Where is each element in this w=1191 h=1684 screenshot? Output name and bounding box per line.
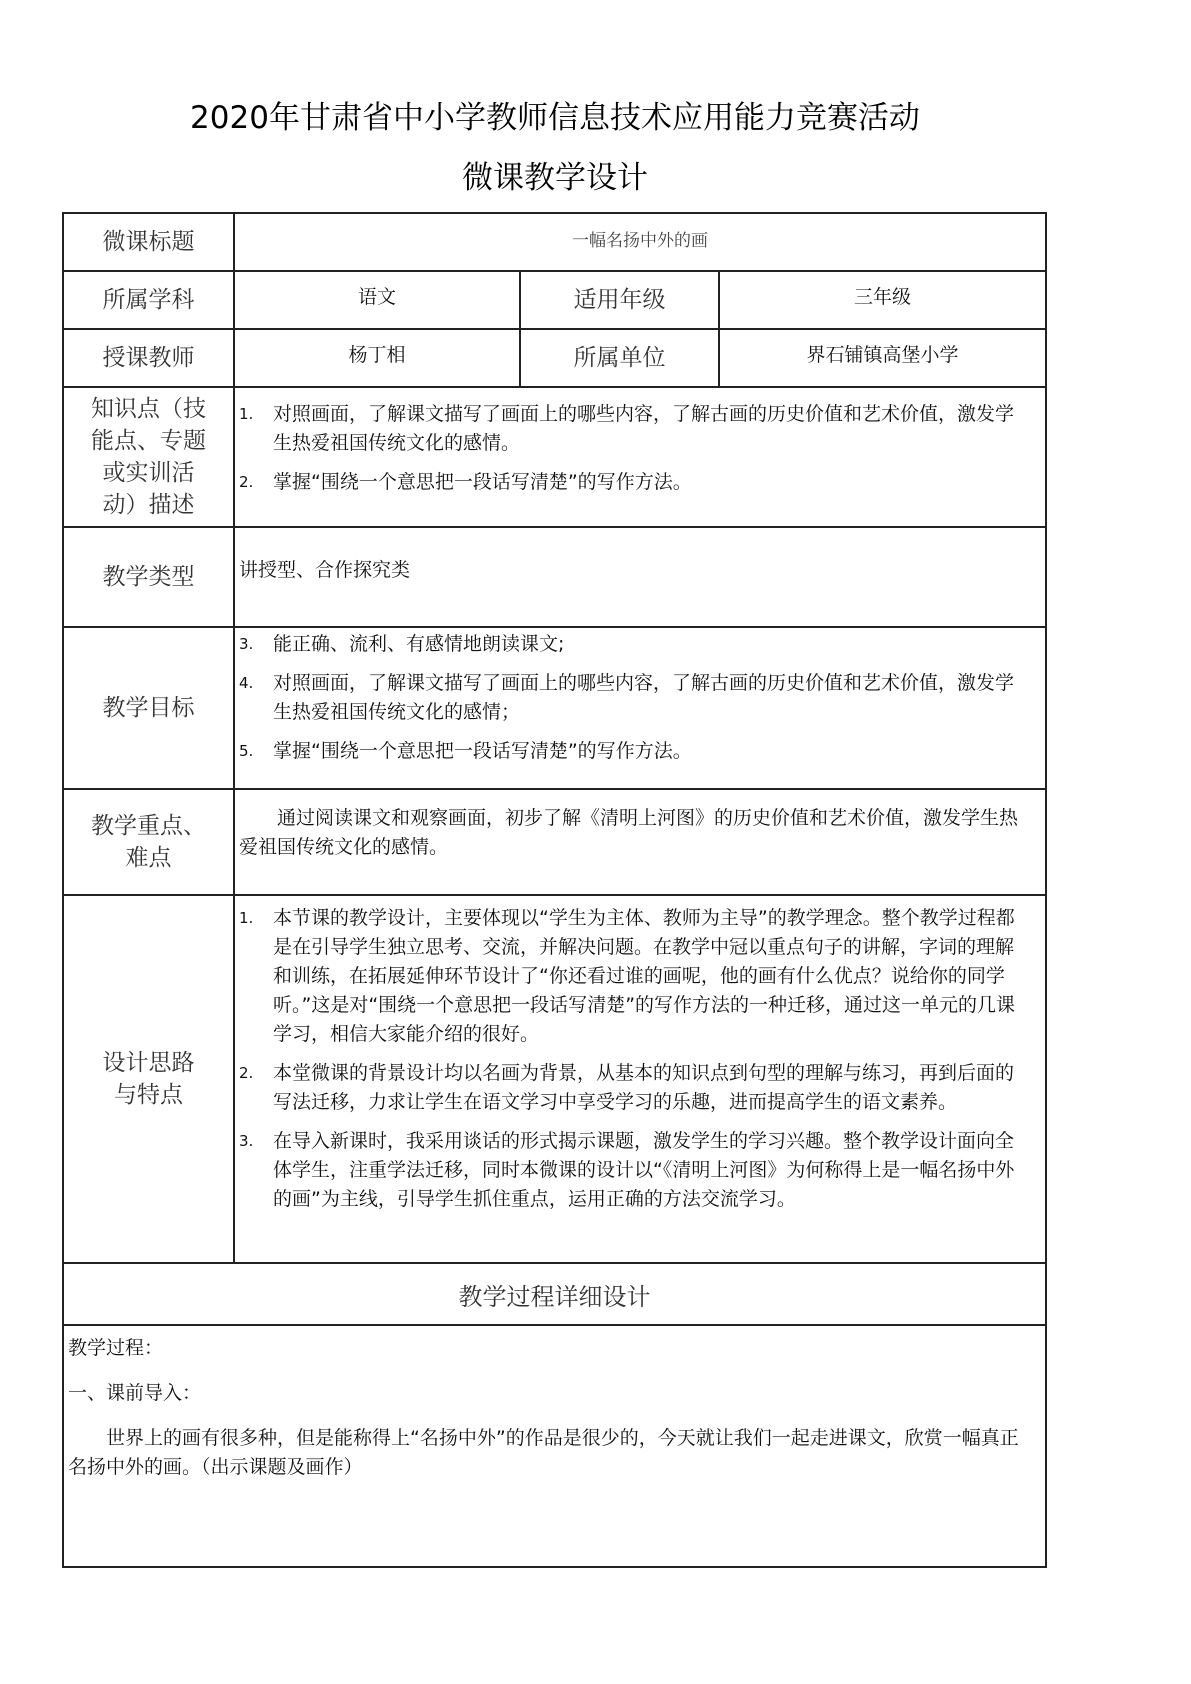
label-subject: 所属学科 [63, 271, 234, 329]
label-objectives: 教学目标 [63, 627, 234, 789]
item-number: 3. [239, 635, 254, 653]
item-number: 5. [239, 742, 254, 760]
item-number: 1. [239, 909, 254, 927]
item-text: 掌握“围绕一个意思把一段话写清楚”的写作方法。 [273, 740, 692, 762]
row-knowledge [63, 387, 1046, 527]
label-key-points [63, 789, 234, 895]
value-objectives [234, 627, 1046, 789]
list-item [239, 1127, 1031, 1214]
key-points-text: 通过阅读课文和观察画面，初步了解《清明上河图》的历史价值和艺术价值，激发学生热爱祖国传统文化的感情。 [239, 807, 1019, 858]
list-item [239, 630, 1031, 659]
row-objectives [63, 627, 1046, 789]
label-unit: 所属单位 [520, 329, 719, 387]
value-key-points [234, 789, 1046, 895]
label-teaching-type: 教学类型 [63, 527, 234, 627]
row-teacher-unit [63, 329, 1046, 387]
list-item [239, 1059, 1031, 1117]
value-subject: 语文 [234, 271, 520, 329]
label-teacher: 授课教师 [63, 329, 234, 387]
value-design [234, 895, 1046, 1263]
process-body [63, 1325, 1046, 1567]
label-design [63, 895, 234, 1263]
row-process-title [63, 1263, 1046, 1325]
step1-text: 世界上的画有很多种，但是能称得上“名扬中外”的作品是很少的，今天就让我们一起走进课文，欣赏一幅真正名扬中外的画。（出示课题及画作） [68, 1427, 1019, 1478]
item-number: 1. [239, 405, 254, 423]
label-line: 教学重点、 [91, 813, 206, 839]
value-unit: 界石铺镇高堡小学 [719, 329, 1046, 387]
list-item [239, 904, 1031, 1049]
label-line: 知识点（技 [91, 396, 206, 422]
item-number: 4. [239, 674, 254, 692]
label-line: 难点 [125, 845, 172, 871]
row-subject-grade [63, 271, 1046, 329]
list-item [239, 468, 1031, 497]
item-number: 2. [239, 473, 254, 491]
label-line: 与特点 [114, 1082, 183, 1108]
label-knowledge [63, 387, 234, 527]
label-line: 动）描述 [102, 492, 195, 518]
document-subtitle: 微课教学设计 [462, 160, 648, 196]
item-text: 掌握“围绕一个意思把一段话写清楚”的写作方法。 [273, 471, 692, 493]
process-heading: 教学过程： [68, 1337, 164, 1359]
item-text: 能正确、流利、有感情地朗读课文; [273, 633, 565, 655]
label-grade: 适用年级 [520, 271, 719, 329]
value-grade: 三年级 [719, 271, 1046, 329]
list-item [239, 669, 1031, 727]
item-text: 对照画面，了解课文描写了画面上的哪些内容，了解古画的历史价值和艺术价值，激发学生热爱祖国传统文化的感情。 [273, 403, 1015, 454]
value-teacher: 杨丁相 [234, 329, 520, 387]
teaching-type-text: 讲授型、合作探究类 [239, 558, 411, 581]
label-line: 或实训活 [102, 460, 195, 486]
list-item [239, 400, 1031, 458]
process-section-title: 教学过程详细设计 [63, 1263, 1046, 1325]
label-line: 能点、专题 [91, 428, 206, 454]
item-number: 2. [239, 1064, 254, 1082]
row-design [63, 895, 1046, 1263]
label-line: 设计思路 [102, 1050, 195, 1076]
value-teaching-type [234, 527, 1046, 627]
value-knowledge [234, 387, 1046, 527]
item-text: 本节课的教学设计，主要体现以“学生为主体、教师为主导”的教学理念。整个教学过程都是在引导学生独立思考、交流，并解决问题。在教学中冠以重点句子的讲解，字词的理解和训练，在拓展延伸环节设计了“你还看过谁的画呢，他的画有什么优点？说给你的同学听。”这是对“围绕一个意思把一段话写清楚”的写作方法的一种迁移，通过这一单元的几课学习，相信大家能介绍的很好。 [273, 907, 1016, 1045]
item-text: 本堂微课的背景设计均以名画为背景，从基本的知识点到句型的理解与练习，再到后面的写法迁移，力求让学生在语文学习中享受学习的乐趣，进而提高学生的语文素养。 [273, 1062, 1015, 1113]
row-process-body [63, 1325, 1046, 1567]
list-item [239, 737, 1031, 766]
step1-heading: 一、课前导入： [68, 1382, 202, 1404]
item-text: 对照画面，了解课文描写了画面上的哪些内容，了解古画的历史价值和艺术价值，激发学生热爱祖国传统文化的感情； [273, 672, 1015, 723]
value-micro-title: 一幅名扬中外的画 [234, 213, 1046, 271]
label-micro-title: 微课标题 [63, 213, 234, 271]
lesson-design-table [62, 212, 1047, 1264]
item-text: 在导入新课时，我采用谈话的形式揭示课题，激发学生的学习兴趣。整个教学设计面向全体学生，注重学法迁移，同时本微课的设计以“《清明上河图》为何称得上是一幅名扬中外的画”为主线，引导学生抓住重点，运用正确的方法交流学习。 [273, 1130, 1015, 1210]
row-key-points [63, 789, 1046, 895]
row-micro-title [63, 213, 1046, 271]
row-teaching-type [63, 527, 1046, 627]
document-title: 2020年甘肃省中小学教师信息技术应用能力竞赛活动 [190, 100, 920, 136]
process-table [62, 1262, 1047, 1568]
item-number: 3. [239, 1132, 254, 1150]
